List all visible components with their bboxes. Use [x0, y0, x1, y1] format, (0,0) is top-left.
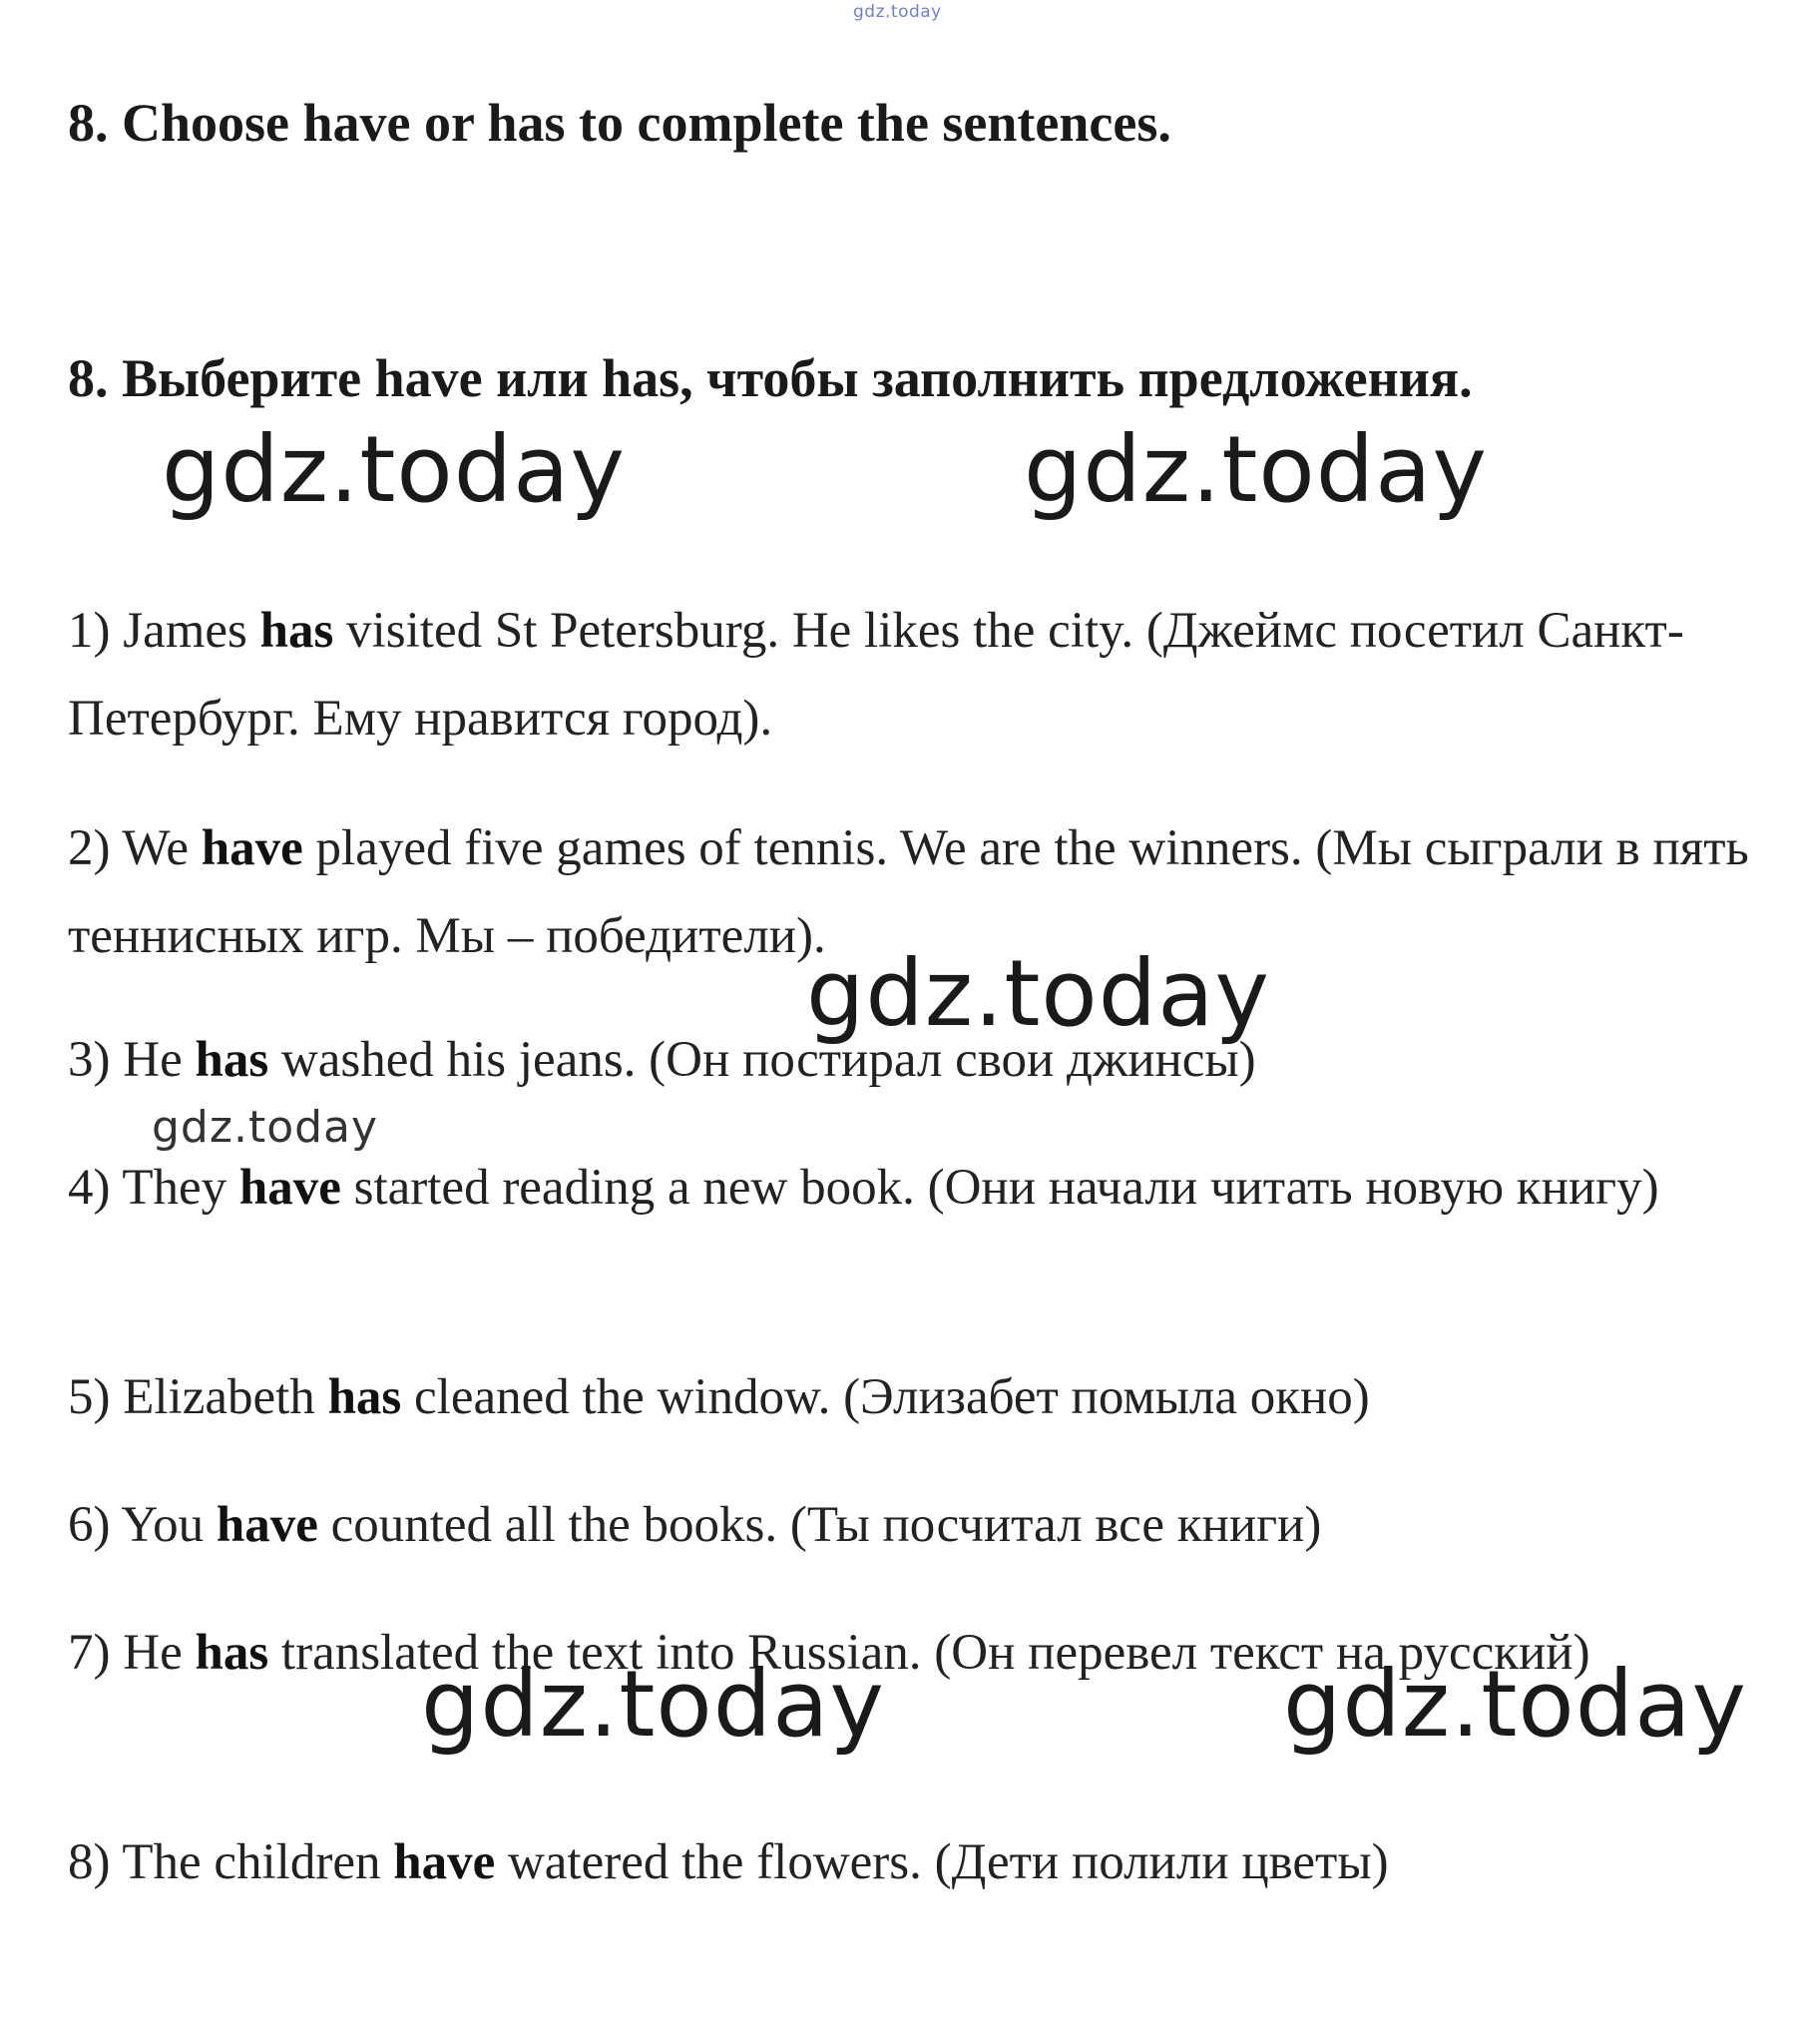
- item-subject: The children: [122, 1834, 381, 1890]
- item-verb: have: [238, 1160, 341, 1216]
- item-subject: Elizabeth: [123, 1369, 315, 1425]
- item-number: 8): [68, 1834, 111, 1890]
- heading-russian: 8. Выберите have или has, чтобы заполнить предложения.: [68, 348, 1473, 408]
- item-number: 6): [68, 1497, 111, 1553]
- sentence-item: [68, 587, 1764, 763]
- top-watermark: gdz.today: [853, 2, 942, 22]
- item-verb: have: [201, 820, 303, 876]
- item-number: 4): [68, 1160, 111, 1216]
- item-rest: started reading a new book. (Они начали читать новую книгу): [353, 1160, 1659, 1216]
- item-subject: He: [123, 1032, 183, 1088]
- watermark: gdz.today: [152, 1102, 379, 1153]
- item-verb: has: [195, 1625, 269, 1681]
- item-subject: James: [123, 603, 247, 659]
- item-subject: We: [122, 820, 190, 876]
- watermark: gdz.today: [1283, 1651, 1747, 1758]
- item-rest: cleaned the window. (Элизабет помыла окно): [414, 1369, 1370, 1425]
- item-number: 3): [68, 1032, 111, 1088]
- item-rest: watered the flowers. (Дети полили цветы): [507, 1834, 1389, 1890]
- item-number: 5): [68, 1369, 111, 1425]
- item-subject: You: [121, 1497, 205, 1553]
- watermark: gdz.today: [806, 940, 1270, 1047]
- item-verb: have: [393, 1834, 496, 1890]
- item-rest: washed his jeans. (Он постирал свои джинсы): [280, 1032, 1256, 1088]
- sentence-item: [68, 1353, 1764, 1441]
- item-rest: visited St Petersburg. He likes the city. (Джеймс посетил Санкт-Петербург. Ему нравится город).: [68, 603, 1684, 747]
- watermark: gdz.today: [1024, 416, 1488, 523]
- item-verb: has: [259, 603, 334, 659]
- sentence-item: [68, 1144, 1764, 1232]
- item-verb: have: [216, 1497, 318, 1553]
- item-number: 2): [68, 820, 111, 876]
- sentence-item: [68, 1481, 1764, 1569]
- watermark: gdz.today: [162, 416, 626, 523]
- heading-english: 8. Choose have or has to complete the sentences.: [68, 93, 1171, 153]
- item-rest: translated the text into Russian. (Он перевел текст на русский): [280, 1625, 1590, 1681]
- item-rest: played five games of tennis. We are the winners. (Мы сыграли в пять теннисных игр. Мы – победители).: [68, 820, 1749, 964]
- item-verb: has: [327, 1369, 402, 1425]
- sentence-item: [68, 1818, 1764, 1906]
- item-rest: counted all the books. (Ты посчитал все книги): [330, 1497, 1322, 1553]
- item-number: 1): [68, 603, 111, 659]
- item-number: 7): [68, 1625, 111, 1681]
- item-subject: They: [122, 1160, 227, 1216]
- item-subject: He: [123, 1625, 183, 1681]
- item-verb: has: [195, 1032, 269, 1088]
- watermark: gdz.today: [421, 1651, 885, 1758]
